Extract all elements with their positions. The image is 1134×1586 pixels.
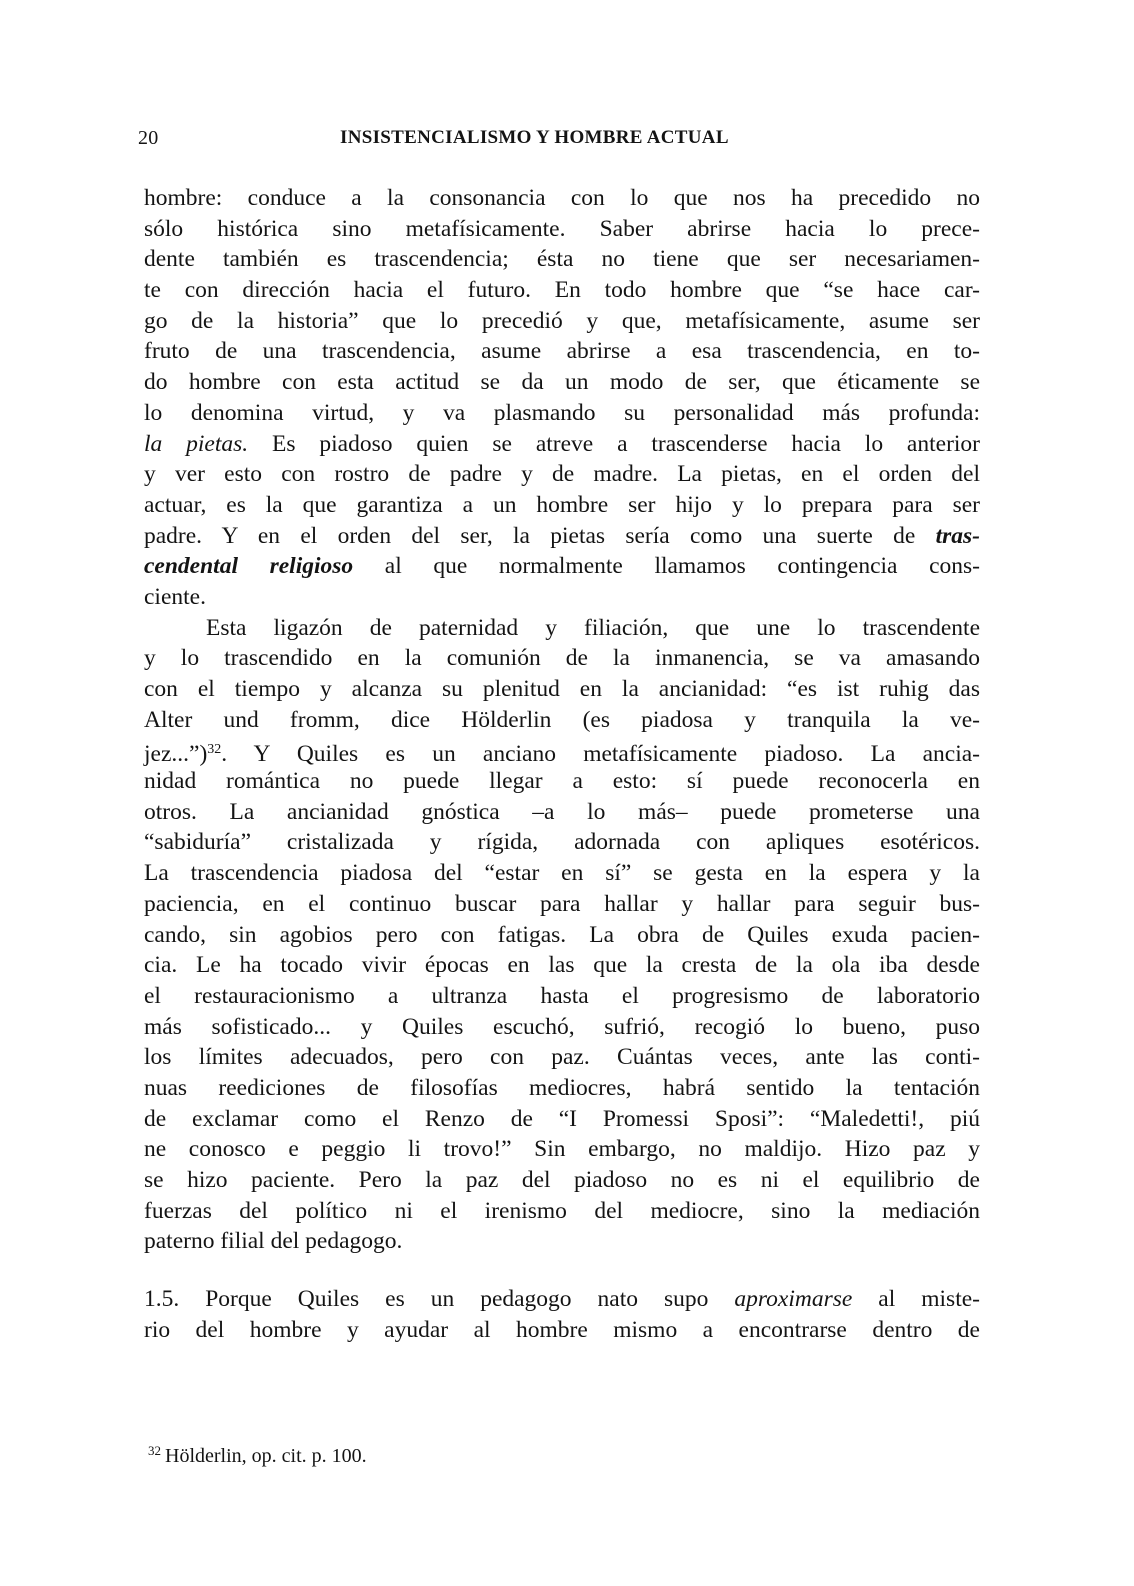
footnote-reference: 32 (207, 742, 222, 758)
text-line: otros. La ancianidad gnóstica –a lo más– puede prometerse una (144, 798, 980, 825)
text-run: 1.5. Porque Quiles es un pedagogo nato supo (144, 1286, 735, 1313)
text-line: ne conosco e peggio li trovo!” Sin embargo, no maldijo. Hizo paz y (144, 1136, 980, 1163)
text-line: paciencia, en el continuo buscar para hallar y hallar para seguir bus- (144, 890, 980, 917)
text-line: te con dirección hacia el futuro. En todo hombre que “se hace car- (144, 277, 980, 304)
text-line (144, 735, 980, 766)
text-line: Alter und fromm, dice Hölderlin (es piadosa y tranquila la ve- (144, 706, 980, 733)
text-line: paterno filial del pedagogo. (144, 1228, 403, 1255)
bold-italic-term: tras- (935, 522, 980, 549)
text-line: nidad romántica no puede llegar a esto: sí puede reconocerla en (144, 768, 980, 795)
running-title: INSISTENCIALISMO Y HOMBRE ACTUAL (340, 127, 729, 148)
italic-term: aproximarse (734, 1286, 853, 1313)
text-line: dente también es trascendencia; ésta no tiene que ser necesariamen- (144, 246, 980, 273)
text-line: hombre: conduce a la consonancia con lo que nos ha precedido no (144, 185, 980, 211)
text-line: con el tiempo y alcanza su plenitud en la ancianidad: “es ist ruhig das (144, 676, 980, 702)
text-line: Esta ligazón de paternidad y filiación, que une lo trascendente (206, 614, 980, 641)
text-line: La trascendencia piadosa del “estar en sí” se gesta en la espera y la (144, 860, 980, 887)
text-line: el restauracionismo a ultranza hasta el progresismo de laboratorio (144, 982, 980, 1009)
text-line: los límites adecuados, pero con paz. Cuántas veces, ante las conti- (144, 1044, 980, 1071)
bold-italic-term: cendental religioso (144, 553, 354, 580)
text-line: rio del hombre y ayudar al hombre mismo a encontrarse dentro de (144, 1316, 980, 1343)
text-line: de exclamar como el Renzo de “I Promessi Sposi”: “Maledetti!, piú (144, 1105, 980, 1132)
italic-term: la pietas. (144, 430, 249, 457)
text-line: “sabiduría” cristalizada y rígida, adornada con apliques esotéricos. (144, 829, 980, 856)
text-line: fuerzas del político ni el irenismo del mediocre, sino la mediación (144, 1197, 980, 1224)
page-number: 20 (138, 127, 159, 149)
text-line: do hombre con esta actitud se da un modo de ser, que éticamente se (144, 369, 980, 396)
text-run: al que normalmente llamamos contingencia cons- (353, 553, 980, 580)
text-line: cia. Le ha tocado vivir épocas en las que la cresta de la ola iba desde (144, 952, 980, 979)
text-run: Es piadoso quien se atreve a trascenderse hacia lo anterior (248, 430, 980, 457)
text-line: go de la historia” que lo precedió y que, metafísicamente, asume ser (144, 307, 980, 334)
text-run: . Y Quiles es un anciano metafísicamente piadoso. La ancia- (221, 741, 980, 768)
text-run: jez...”) (144, 741, 208, 768)
text-line (144, 521, 980, 552)
footnote (148, 1443, 367, 1468)
text-line: se hizo paciente. Pero la paz del piadoso no es ni el equilibrio de (144, 1167, 980, 1193)
text-line: actuar, es la que garantiza a un hombre ser hijo y lo prepara para ser (144, 491, 980, 518)
text-line: y ver esto con rostro de padre y de madre. La pietas, en el orden del (144, 461, 980, 488)
running-head (138, 127, 978, 155)
footnote-marker: 32 (148, 1443, 161, 1458)
text-run: al miste- (852, 1286, 980, 1313)
text-line (144, 551, 980, 582)
text-line: cando, sin agobios pero con fatigas. La obra de Quiles exuda pacien- (144, 921, 980, 948)
text-line: fruto de una trascendencia, asume abrirse a esa trascendencia, en to- (144, 338, 980, 365)
text-line: y lo trascendido en la comunión de la inmanencia, se va amasando (144, 645, 980, 672)
text-line: más sofisticado... y Quiles escuchó, sufrió, recogió lo bueno, puso (144, 1013, 980, 1040)
body-text (144, 183, 980, 1345)
text-line (144, 429, 980, 460)
text-line: nuas reediciones de filosofías mediocres, habrá sentido la tentación (144, 1074, 980, 1101)
text-line: ciente. (144, 583, 206, 610)
footnote-text: Hölderlin, op. cit. p. 100. (165, 1445, 367, 1467)
text-line: sólo histórica sino metafísicamente. Saber abrirse hacia lo prece- (144, 215, 980, 242)
text-run: padre. Y en el orden del ser, la pietas sería como una suerte de (144, 522, 936, 549)
text-line: lo denomina virtud, y va plasmando su personalidad más profunda: (144, 399, 980, 426)
section-heading-line (144, 1284, 980, 1315)
